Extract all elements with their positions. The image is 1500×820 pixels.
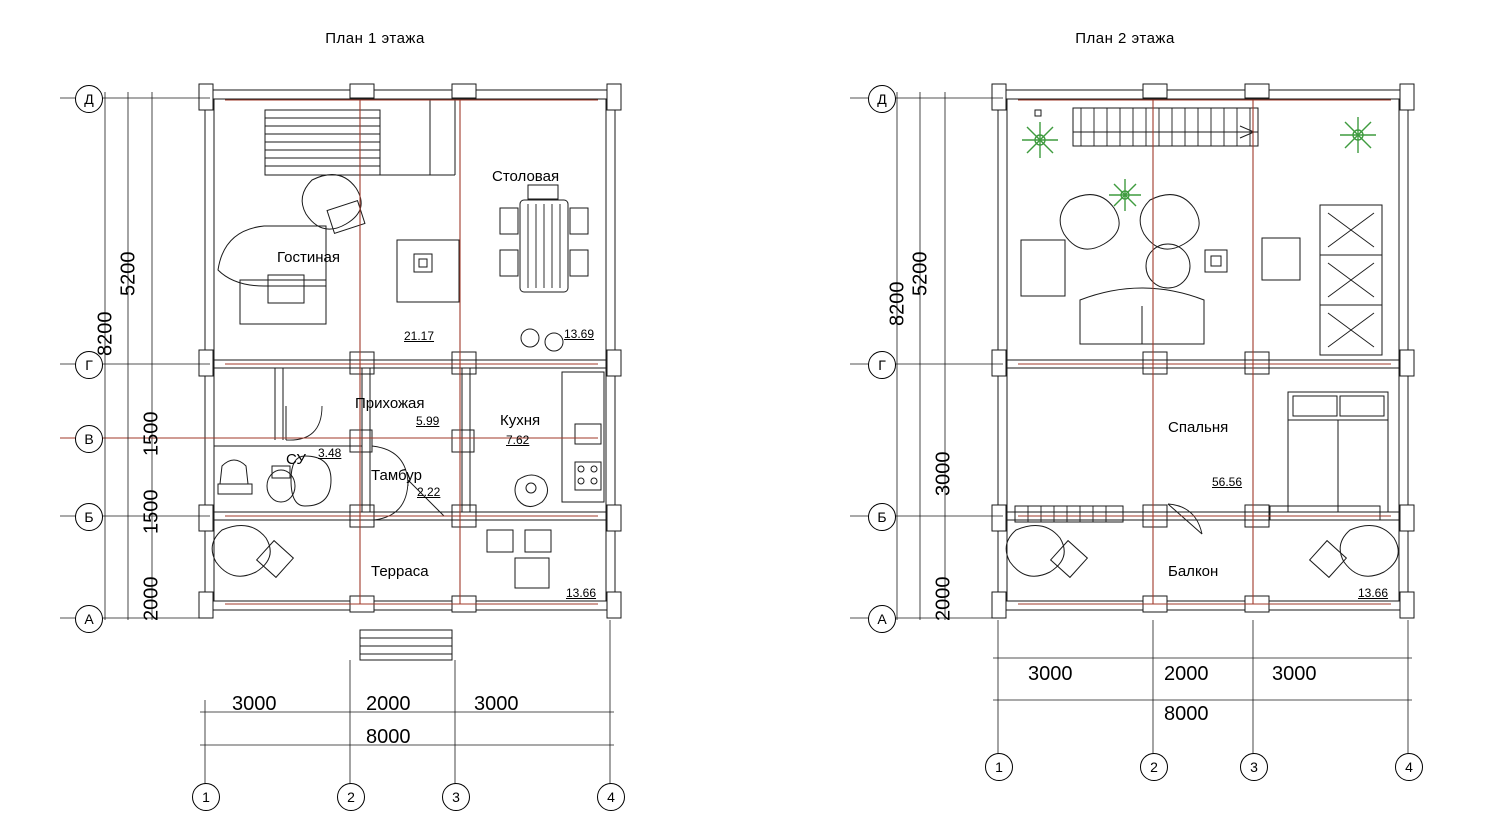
room-label-balcony: Балкон bbox=[1168, 563, 1219, 580]
room-area-hall: 5.99 bbox=[416, 414, 440, 428]
hdim2-3000-right: 3000 bbox=[1272, 663, 1317, 685]
axis-number-1[interactable]: 1 bbox=[192, 783, 220, 811]
vdim2-5200: 5200 bbox=[909, 251, 932, 296]
room-label-living: Гостиная bbox=[277, 249, 340, 266]
axis2-number-1[interactable]: 1 bbox=[985, 753, 1013, 781]
axis-number-3[interactable]: 3 bbox=[442, 783, 470, 811]
room-area-kitchen: 7.62 bbox=[506, 433, 530, 447]
axis2-letter-a[interactable]: А bbox=[868, 605, 896, 633]
axis2-number-3[interactable]: 3 bbox=[1240, 753, 1268, 781]
vdim-1500-a: 1500 bbox=[140, 411, 163, 456]
axis2-number-4[interactable]: 4 bbox=[1395, 753, 1423, 781]
vdim-8200: 8200 bbox=[94, 311, 117, 356]
room-area-terrace: 13.66 bbox=[566, 586, 597, 600]
hdim-total-8000: 8000 bbox=[366, 726, 411, 748]
plan-1-title: План 1 этажа bbox=[325, 30, 425, 47]
room-area-bedroom: 56.56 bbox=[1212, 475, 1243, 489]
hdim-2000-mid: 2000 bbox=[366, 693, 411, 715]
vdim2-8200: 8200 bbox=[886, 281, 909, 326]
room-area-dining: 13.69 bbox=[564, 327, 595, 341]
hdim-3000-right: 3000 bbox=[474, 693, 519, 715]
axis-number-2[interactable]: 2 bbox=[337, 783, 365, 811]
plan-2-title: План 2 этажа bbox=[1075, 30, 1175, 47]
axis-number-4[interactable]: 4 bbox=[597, 783, 625, 811]
vdim-2000: 2000 bbox=[140, 576, 163, 621]
room-label-wc: СУ bbox=[286, 451, 306, 468]
axis2-letter-b[interactable]: Б bbox=[868, 503, 896, 531]
room-label-hall: Прихожая bbox=[355, 395, 425, 412]
vdim-5200: 5200 bbox=[117, 251, 140, 296]
axis2-number-2[interactable]: 2 bbox=[1140, 753, 1168, 781]
room-area-vestibule: 2.22 bbox=[417, 485, 441, 499]
room-label-bedroom: Спальня bbox=[1168, 419, 1229, 436]
axis-letter-d[interactable]: Д bbox=[75, 85, 103, 113]
axis-letter-v[interactable]: В bbox=[75, 425, 103, 453]
room-label-dining: Столовая bbox=[492, 168, 560, 185]
room-label-vestibule: Тамбур bbox=[371, 467, 422, 484]
room-area-balcony: 13.66 bbox=[1358, 586, 1389, 600]
room-area-living: 21.17 bbox=[404, 329, 435, 343]
axis-letter-b[interactable]: Б bbox=[75, 503, 103, 531]
hdim2-2000-mid: 2000 bbox=[1164, 663, 1209, 685]
plan-2-drawing bbox=[750, 0, 1500, 820]
vdim-1500-b: 1500 bbox=[140, 489, 163, 534]
axis2-letter-g[interactable]: Г bbox=[868, 351, 896, 379]
room-area-wc: 3.48 bbox=[318, 446, 342, 460]
vdim2-2000: 2000 bbox=[932, 576, 955, 621]
room-label-terrace: Терраса bbox=[371, 563, 429, 580]
axis-letter-g[interactable]: Г bbox=[75, 351, 103, 379]
axis2-letter-d[interactable]: Д bbox=[868, 85, 896, 113]
axis-letter-a[interactable]: А bbox=[75, 605, 103, 633]
hdim-3000-left: 3000 bbox=[232, 693, 277, 715]
room-label-kitchen: Кухня bbox=[500, 412, 541, 429]
hdim2-total-8000: 8000 bbox=[1164, 703, 1209, 725]
vdim2-3000: 3000 bbox=[932, 451, 955, 496]
hdim2-3000-left: 3000 bbox=[1028, 663, 1073, 685]
floor-plan-2 bbox=[750, 0, 1500, 820]
